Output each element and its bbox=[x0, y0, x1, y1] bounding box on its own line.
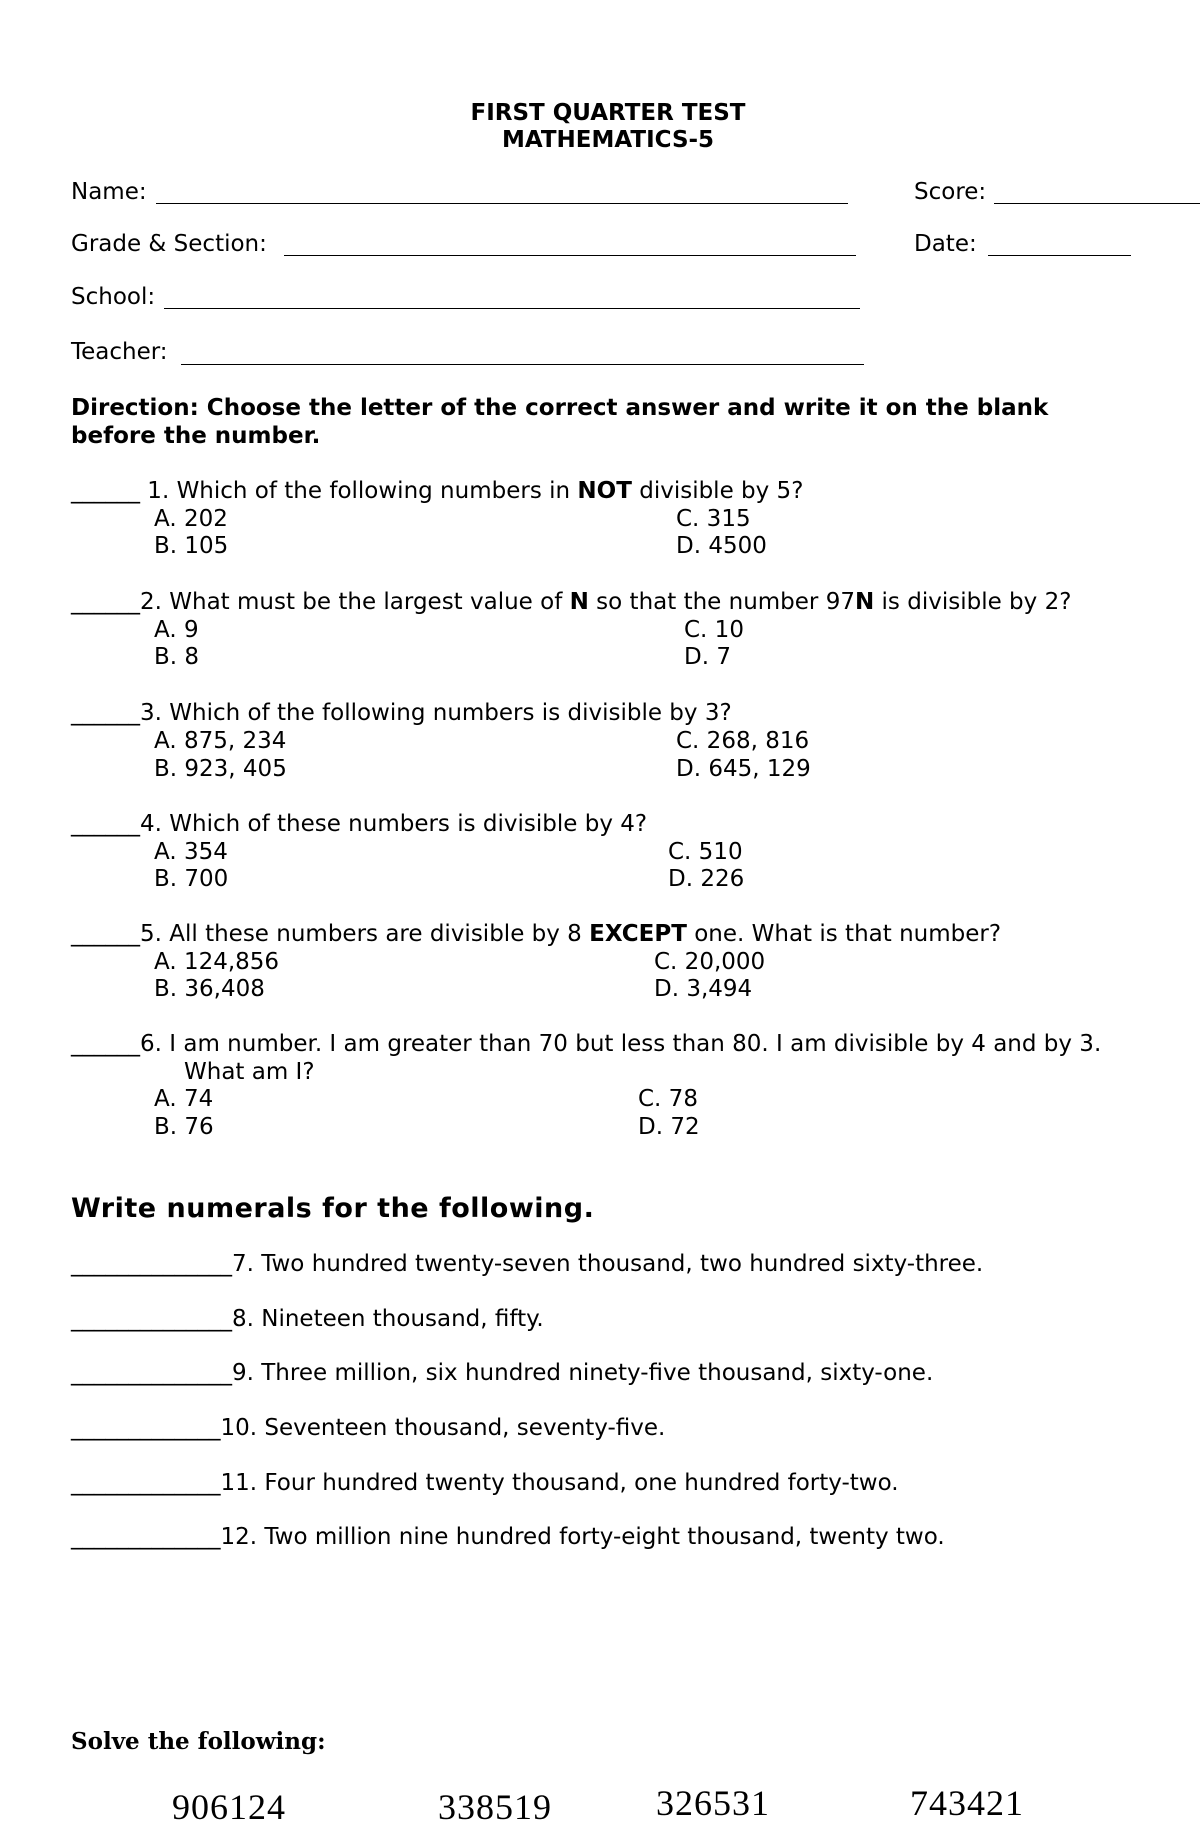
numeral-item-11: _____________11. Four hundred twenty thousand, one hundred forty-two. bbox=[71, 1470, 899, 1496]
school-field[interactable] bbox=[164, 308, 860, 309]
problem-1-number: 906124 bbox=[172, 1787, 286, 1827]
q2-option-b: B. 8 bbox=[154, 644, 200, 670]
answer-blank[interactable]: _____________ bbox=[71, 1415, 221, 1441]
score-label: Score: bbox=[914, 179, 987, 205]
q5-option-a: A. 124,856 bbox=[154, 949, 280, 975]
grade-section-field[interactable] bbox=[284, 255, 856, 256]
answer-blank[interactable]: ______ bbox=[71, 811, 140, 837]
q4-option-a: A. 354 bbox=[154, 839, 228, 865]
q2-option-c: C. 10 bbox=[684, 617, 744, 643]
answer-blank[interactable]: ______ bbox=[71, 478, 140, 504]
q3-option-d: D. 645, 129 bbox=[676, 756, 811, 782]
q3-option-c: C. 268, 816 bbox=[676, 728, 810, 754]
q5-option-d: D. 3,494 bbox=[654, 976, 753, 1002]
answer-blank[interactable]: ______ bbox=[71, 589, 140, 615]
problem-3-number: 326531 bbox=[656, 1783, 770, 1823]
question-2: ______2. What must be the largest value of N so that the number 97N is divisible by 2? bbox=[71, 589, 1072, 615]
answer-blank[interactable]: _____________ bbox=[71, 1470, 221, 1496]
question-4: ______4. Which of these numbers is divisible by 4? bbox=[71, 811, 648, 837]
solve-heading: Solve the following: bbox=[71, 1728, 326, 1755]
school-label: School: bbox=[71, 284, 156, 310]
q3-option-a: A. 875, 234 bbox=[154, 728, 287, 754]
numerals-heading: Write numerals for the following. bbox=[71, 1193, 595, 1224]
teacher-field[interactable] bbox=[181, 364, 864, 365]
question-1: ______ 1. Which of the following numbers in NOT divisible by 5? bbox=[71, 478, 804, 504]
score-field[interactable] bbox=[994, 203, 1200, 204]
numeral-item-10: _____________10. Seventeen thousand, seventy-five. bbox=[71, 1415, 666, 1441]
q6-option-a: A. 74 bbox=[154, 1086, 214, 1112]
numeral-item-7: ______________7. Two hundred twenty-seven thousand, two hundred sixty-three. bbox=[71, 1251, 984, 1277]
numeral-item-8: ______________8. Nineteen thousand, fifty. bbox=[71, 1306, 544, 1332]
answer-blank[interactable]: ______________ bbox=[71, 1306, 232, 1332]
q6-option-b: B. 76 bbox=[154, 1114, 214, 1140]
question-6: ______6. I am number. I am greater than 70 but less than 80. I am divisible by 4 and by 3. bbox=[71, 1031, 1102, 1057]
numeral-item-12: _____________12. Two million nine hundred forty-eight thousand, twenty two. bbox=[71, 1524, 945, 1550]
q1-option-a: A. 202 bbox=[154, 506, 228, 532]
question-5: ______5. All these numbers are divisible by 8 EXCEPT one. What is that number? bbox=[71, 921, 1002, 947]
q5-option-b: B. 36,408 bbox=[154, 976, 265, 1002]
answer-blank[interactable]: ______ bbox=[71, 1031, 140, 1057]
date-field[interactable] bbox=[988, 255, 1131, 256]
q4-option-b: B. 700 bbox=[154, 866, 229, 892]
answer-blank[interactable]: ______________ bbox=[71, 1251, 232, 1277]
q1-option-b: B. 105 bbox=[154, 533, 229, 559]
q3-option-b: B. 923, 405 bbox=[154, 756, 287, 782]
q6-continuation: What am I? bbox=[184, 1059, 315, 1085]
q5-option-c: C. 20,000 bbox=[654, 949, 766, 975]
q2-option-d: D. 7 bbox=[684, 644, 731, 670]
q6-option-d: D. 72 bbox=[638, 1114, 700, 1140]
question-3: ______3. Which of the following numbers is divisible by 3? bbox=[71, 700, 732, 726]
numeral-item-9: ______________9. Three million, six hundred ninety-five thousand, sixty-one. bbox=[71, 1360, 934, 1386]
q4-option-d: D. 226 bbox=[668, 866, 745, 892]
answer-blank[interactable]: ______ bbox=[71, 700, 140, 726]
q1-option-c: C. 315 bbox=[676, 506, 751, 532]
answer-blank[interactable]: ______ bbox=[71, 921, 140, 947]
problem-4-number: 743421 bbox=[910, 1783, 1024, 1823]
q6-option-c: C. 78 bbox=[638, 1086, 698, 1112]
problem-2-number: 338519 bbox=[438, 1787, 552, 1827]
test-title: FIRST QUARTER TEST bbox=[470, 100, 746, 126]
direction-text: Direction: Choose the letter of the correct answer and write it on the blank before the number. bbox=[71, 395, 1049, 449]
q2-option-a: A. 9 bbox=[154, 617, 199, 643]
q1-option-d: D. 4500 bbox=[676, 533, 767, 559]
test-subtitle: MATHEMATICS-5 bbox=[501, 127, 715, 153]
grade-section-label: Grade & Section: bbox=[71, 231, 267, 257]
teacher-label: Teacher: bbox=[71, 339, 168, 365]
date-label: Date: bbox=[914, 231, 977, 257]
q4-option-c: C. 510 bbox=[668, 839, 743, 865]
name-field[interactable] bbox=[156, 203, 848, 204]
name-label: Name: bbox=[71, 179, 147, 205]
answer-blank[interactable]: _____________ bbox=[71, 1524, 221, 1550]
answer-blank[interactable]: ______________ bbox=[71, 1360, 232, 1386]
